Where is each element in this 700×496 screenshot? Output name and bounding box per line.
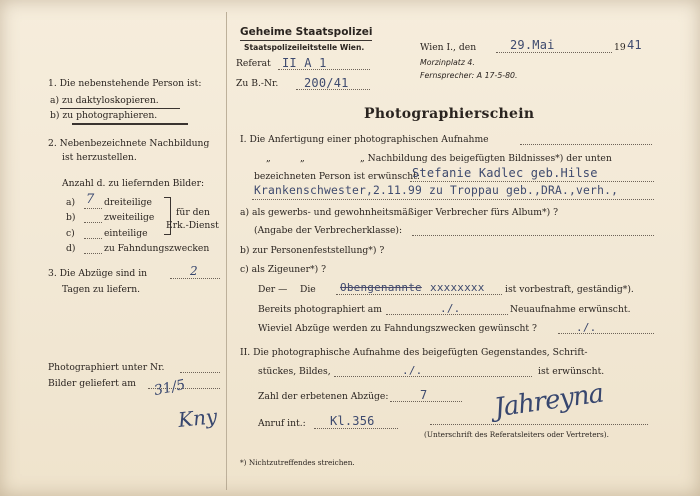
column-divider [226, 12, 227, 490]
delivered-value: 31/5 [152, 376, 187, 400]
section-ii-line-1: II. Die photographische Aufnahme des beigefügten Gegenstandes, Schrift- [240, 347, 588, 358]
bereits-value: ./. [440, 302, 461, 315]
ditto-1: „ [266, 153, 271, 164]
anruf-value: Kl.356 [330, 414, 375, 428]
count-a-label: a) [66, 197, 76, 208]
die-value: Obengenannte [340, 281, 422, 294]
footnote: *) Nichtzutreffendes streichen. [240, 458, 355, 467]
zahl-value: 7 [420, 388, 428, 402]
question-3-value: 2 [190, 264, 198, 278]
underline-1a [60, 108, 180, 109]
option-c: c) als Zigeuner*) ? [240, 264, 327, 275]
wieviel-value: ./. [576, 321, 597, 334]
count-label: Anzahl d. zu liefernden Bilder: [62, 178, 205, 189]
question-2: 2. Nebenbezeichnete Nachbildung [48, 138, 210, 149]
file-label: Zu B.-Nr. [236, 78, 279, 89]
person-line-2: Krankenschwester,2.11.99 zu Troppau geb.,DRA.,verh., [254, 184, 619, 197]
section-ii-end: ist erwünscht. [538, 366, 605, 377]
option-a: a) als gewerbs- und gewohnheitsmäßiger Verbrecher fürs Album*) ? [240, 207, 559, 218]
file-value: 200/41 [304, 76, 349, 90]
person-line-1: Stefanie Kadlec geb.Hilse [412, 166, 598, 180]
count-d-text: zu Fahndungszwecken [104, 243, 210, 254]
street: Morzinplatz 4. [420, 58, 475, 67]
neuaufnahme: Neuaufnahme erwünscht. [510, 304, 631, 315]
section-ii-line-2: stückes, Bildes, [258, 366, 331, 377]
vorbestraft: ist vorbestraft, geständig*). [505, 284, 634, 295]
date-value: 29.Mai [510, 38, 555, 52]
org-name: Geheime Staatspolizei [240, 26, 373, 38]
option-1b: b) zu photographieren. [50, 110, 158, 121]
ditto-2: „ [300, 153, 305, 164]
signature: Jahreyna [492, 378, 605, 424]
count-c-text: einteilige [104, 228, 148, 239]
brace-text-1: für den [176, 207, 210, 218]
signature-caption: (Unterschrift des Referatsleiters oder Vertreters). [424, 430, 609, 439]
count-c-label: c) [66, 228, 75, 239]
office-name: Staatspolizeileitstelle Wien. [244, 43, 365, 52]
der-label: Der — [258, 284, 288, 295]
referat-label: Referat [236, 58, 271, 69]
question-3-cont: Tagen zu liefern. [62, 284, 141, 295]
bereits-label: Bereits photographiert am [258, 304, 382, 315]
section-i-line-3: bezeichneten Person ist erwünscht: [254, 171, 420, 182]
section-ii-value: ./. [402, 364, 423, 377]
count-b-label: b) [66, 212, 76, 223]
place: Wien I., den [420, 42, 477, 53]
year-suffix: 41 [627, 38, 642, 52]
wieviel-label: Wieviel Abzüge werden zu Fahndungszwecken gewünscht ? [258, 323, 537, 334]
question-1: 1. Die nebenstehende Person ist: [48, 78, 202, 89]
question-2-cont: ist herzustellen. [62, 152, 137, 163]
underline-1b [72, 123, 188, 125]
phone: Fernsprecher: A 17-5-80. [420, 71, 518, 80]
form-title: Photographierschein [364, 106, 535, 122]
option-1a: a) zu daktyloskopieren. [50, 95, 159, 106]
initials: Kny [176, 404, 219, 432]
photographed-label: Photographiert unter Nr. [48, 362, 165, 373]
die-label: Die [300, 284, 316, 295]
question-3: 3. Die Abzüge sind in [48, 268, 148, 279]
brace-text-2: Erk.-Dienst [166, 220, 219, 231]
zahl-label: Zahl der erbetenen Abzüge: [258, 391, 389, 402]
count-a-text: dreiteilige [104, 197, 152, 208]
count-d-label: d) [66, 243, 76, 254]
option-a-sub: (Angabe der Verbrecherklasse): [254, 225, 403, 236]
option-b: b) zur Personenfeststellung*) ? [240, 245, 385, 256]
section-i-line-1: I. Die Anfertigung einer photographischen Aufnahme [240, 134, 489, 145]
year-prefix: 19 [614, 42, 626, 53]
delivered-label: Bilder geliefert am [48, 378, 136, 389]
count-b-text: zweiteilige [104, 212, 155, 223]
count-a-value: 7 [86, 192, 95, 207]
anruf-label: Anruf int.: [258, 418, 306, 429]
die-x: xxxxxxxx [430, 281, 485, 294]
referat-value: II A 1 [282, 56, 327, 70]
section-i-line-2: „ Nachbildung des beigefügten Bildnisses*) der unten [360, 153, 612, 164]
